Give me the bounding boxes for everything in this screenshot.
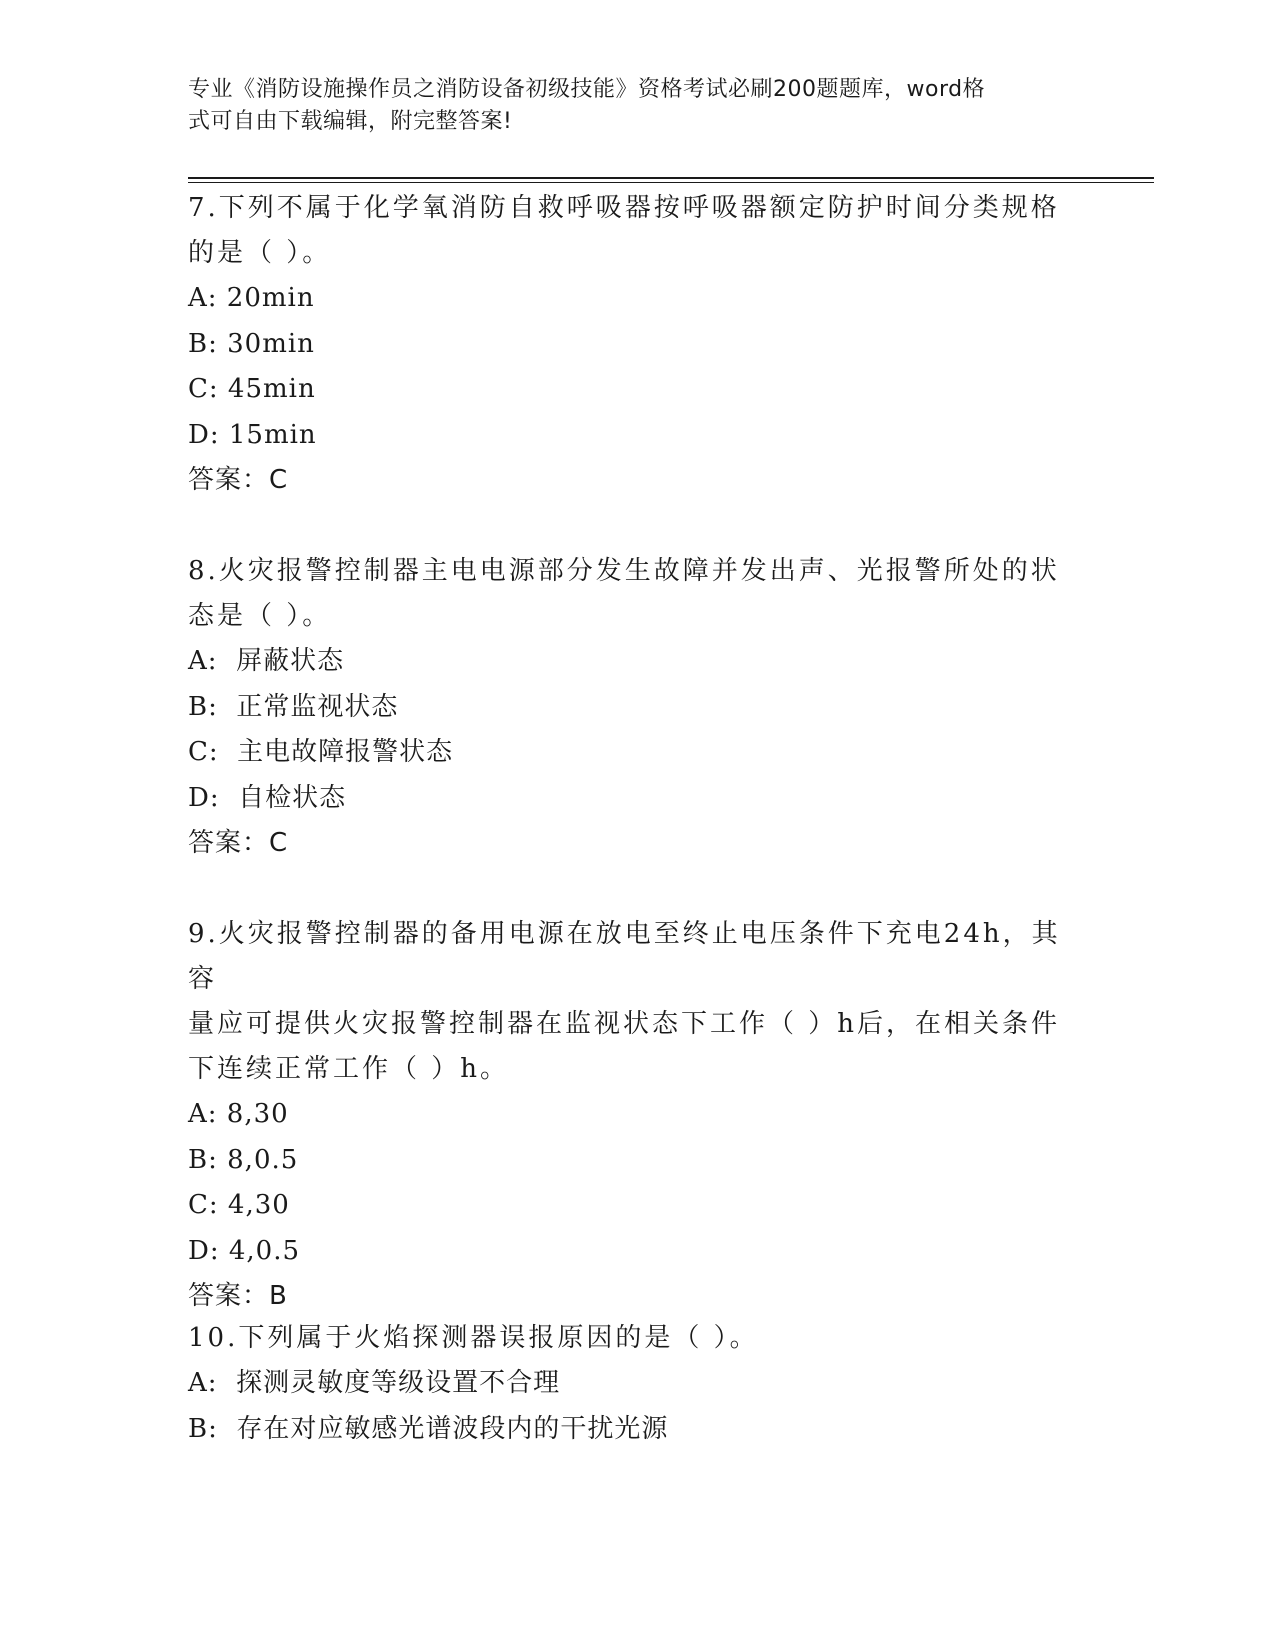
option-b: B: 30min bbox=[188, 328, 315, 359]
question-text-line: 下连续正常工作（ ）h。 bbox=[188, 1054, 510, 1084]
option-b: B: 8,0.5 bbox=[188, 1144, 299, 1175]
header-line-2: 式可自由下载编辑，附完整答案! bbox=[188, 109, 513, 134]
option-a: A: 屏蔽状态 bbox=[188, 646, 345, 676]
header-divider-thin bbox=[188, 182, 1154, 183]
question-text bbox=[188, 186, 1088, 276]
option-c: C: 45min bbox=[188, 374, 316, 404]
option-d: D: 4,0.5 bbox=[188, 1235, 301, 1266]
question-text-line: 8.火灾报警控制器主电电源部分发生故障并发出声、光报警所处的状 bbox=[188, 556, 1060, 586]
answer: 答案：C bbox=[188, 828, 289, 858]
option-d: D: 自检状态 bbox=[188, 782, 347, 813]
option-d: D: 15min bbox=[188, 419, 317, 450]
option-c: C: 4,30 bbox=[188, 1190, 290, 1220]
option-b: B: 存在对应敏感光谱波段内的干扰光源 bbox=[188, 1413, 669, 1444]
document-header bbox=[188, 74, 1068, 138]
question-8 bbox=[188, 549, 1088, 865]
question-text-line: 量应可提供火灾报警控制器在监视状态下工作（ ）h后，在相关条件 bbox=[188, 1009, 1061, 1039]
question-text bbox=[188, 1316, 1088, 1361]
question-text-line: 态是（ ）。 bbox=[188, 601, 332, 631]
question-9 bbox=[188, 912, 1088, 1318]
header-line-1: 专业《消防设施操作员之消防设备初级技能》资格考试必刷200题题库，word格 bbox=[188, 77, 986, 102]
answer: 答案：B bbox=[188, 1281, 288, 1311]
option-b: B: 正常监视状态 bbox=[188, 691, 399, 722]
question-text-line: 9.火灾报警控制器的备用电源在放电至终止电压条件下充电24h，其容 bbox=[188, 919, 1061, 994]
question-text bbox=[188, 912, 1088, 1092]
question-text-line: 7.下列不属于化学氧消防自救呼吸器按呼吸器额定防护时间分类规格 bbox=[188, 193, 1060, 223]
option-a: A: 20min bbox=[188, 283, 315, 313]
question-text-line: 10.下列属于火焰探测器误报原因的是（ ）。 bbox=[188, 1323, 759, 1353]
question-text bbox=[188, 549, 1088, 639]
header-divider-thick bbox=[188, 177, 1154, 179]
question-10 bbox=[188, 1316, 1088, 1452]
answer: 答案：C bbox=[188, 465, 289, 495]
question-text-line: 的是（ ）。 bbox=[188, 238, 332, 268]
option-c: C: 主电故障报警状态 bbox=[188, 737, 454, 767]
question-7 bbox=[188, 186, 1088, 502]
option-a: A: 8,30 bbox=[188, 1099, 289, 1129]
option-a: A: 探测灵敏度等级设置不合理 bbox=[188, 1368, 561, 1398]
